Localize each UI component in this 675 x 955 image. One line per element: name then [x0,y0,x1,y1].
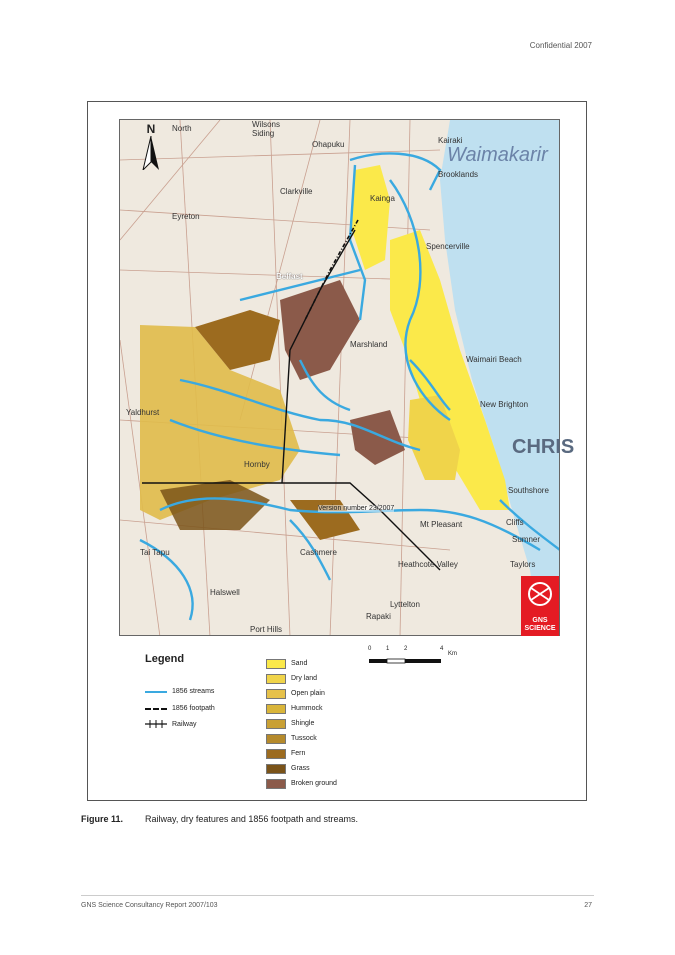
legend-class-label: Hummock [291,705,323,712]
legend-class-item [266,671,337,686]
version-number: Version number 23/2007 [318,505,395,512]
legend-item-streams [145,688,214,695]
map-label-southshore: Southshore [508,486,549,495]
legend-class-item [266,776,337,791]
legend-label: 1856 streams [172,688,215,695]
scale-bar [368,646,458,666]
map-label-kairaki: Kairaki [438,136,463,145]
map-label-ohapuku: Ohapuku [312,140,345,149]
map-label-eyreton: Eyreton [172,212,200,221]
gns-logo [521,576,559,636]
broken-ground-area [280,280,360,380]
map-label-clarkville: Clarkville [280,187,313,196]
map-label-yaldhurst: Yaldhurst [126,408,160,417]
legend-stream-swatch [145,691,167,693]
map-image [119,119,560,636]
map-label-north: North [172,124,192,133]
map-label-taylors: Taylors [510,560,536,569]
footer-divider [81,895,594,896]
legend-item-railway [145,720,197,728]
legend-class-label: Shingle [291,720,315,727]
map-label-rapaki: Rapaki [366,612,391,621]
scale-unit: Km [448,651,457,657]
legend-class-item [266,731,337,746]
legend-class-item [266,656,337,671]
legend-color-swatch [266,749,286,759]
north-label: N [146,122,156,136]
legend-color-swatch [266,719,286,729]
map-label-cashmere: Cashmere [300,548,337,557]
legend-class-item [266,716,337,731]
map-label-belfast: Belfast [276,272,303,281]
legend-footpath-swatch [145,708,167,710]
page-number: 27 [584,902,592,909]
legend-color-swatch [266,689,286,699]
legend-railway-swatch [145,720,167,728]
figure-caption-text: Railway, dry features and 1856 footpath and streams. [145,814,358,824]
page-header: Confidential 2007 [529,41,592,50]
legend-color-swatch [266,674,286,684]
gns-logo-icon [521,576,559,612]
legend-class-item [266,746,337,761]
legend-class-label: Sand [291,660,308,667]
legend-label: Railway [172,720,197,728]
legend-class-label: Broken ground [291,780,337,787]
legend-color-swatch [266,764,286,774]
sand-area-north [352,165,390,270]
map-label-new-brighton: New Brighton [480,400,529,409]
map-label-wilsons-siding: Wilsons Siding [252,120,281,138]
map-label-cliffs: Cliffs [506,518,524,527]
map-label-waimairi-beach: Waimairi Beach [466,355,522,364]
map-label-mt-pleasant: Mt Pleasant [420,520,463,529]
map-label-port-hills: Port Hills [250,625,283,634]
map-label-marshland: Marshland [350,340,388,349]
scale-bar-graphic [368,658,448,664]
map-label-lyttelton: Lyttelton [390,600,420,609]
legend-class-item [266,701,337,716]
legend-class-label: Fern [291,750,306,757]
legend-color-swatch [266,779,286,789]
map-label-halswell: Halswell [210,588,240,597]
legend-class-item [266,686,337,701]
map-label-brooklands: Brooklands [438,170,479,179]
legend-color-swatch [266,659,286,669]
map-label-spencerville: Spencerville [426,242,470,251]
map-label-kainga: Kainga [370,194,395,203]
map-canvas [120,120,560,636]
scale-tick-2: 2 [404,646,408,652]
legend-class-label: Tussock [291,735,317,742]
map-label-hornby: Hornby [244,460,270,469]
legend-class-label: Open plain [291,690,325,697]
map-label-tai-tapu: Tai Tapu [140,548,170,557]
scale-tick-0: 0 [368,646,372,652]
map-label-sumner: Sumner [512,535,541,544]
legend-title: Legend [145,653,185,665]
figure-label: Figure 11. [81,814,124,824]
footer-report: GNS Science Consultancy Report 2007/103 [81,902,218,909]
legend-color-swatch [266,704,286,714]
scale-tick-1: 1 [386,646,390,652]
map-label-waimakariri: Waimakarir [447,144,548,166]
gns-logo-text: GNS SCIENCE [524,617,556,632]
north-arrow [141,122,161,175]
legend-class-item [266,761,337,776]
broken-ground-area-2 [350,410,405,465]
legend-class-list [266,656,337,791]
legend-item-footpath [145,705,215,712]
north-arrow-icon [141,136,161,170]
legend-class-label: Grass [291,765,310,772]
legend-class-label: Dry land [291,675,318,682]
figure-caption [81,814,358,824]
legend-color-swatch [266,734,286,744]
legend-label: 1856 footpath [172,705,215,712]
scale-tick-4: 4 [440,646,444,652]
map-label-christchurch: CHRIS [512,436,575,458]
map-label-heathcote-valley: Heathcote Valley [398,560,458,569]
